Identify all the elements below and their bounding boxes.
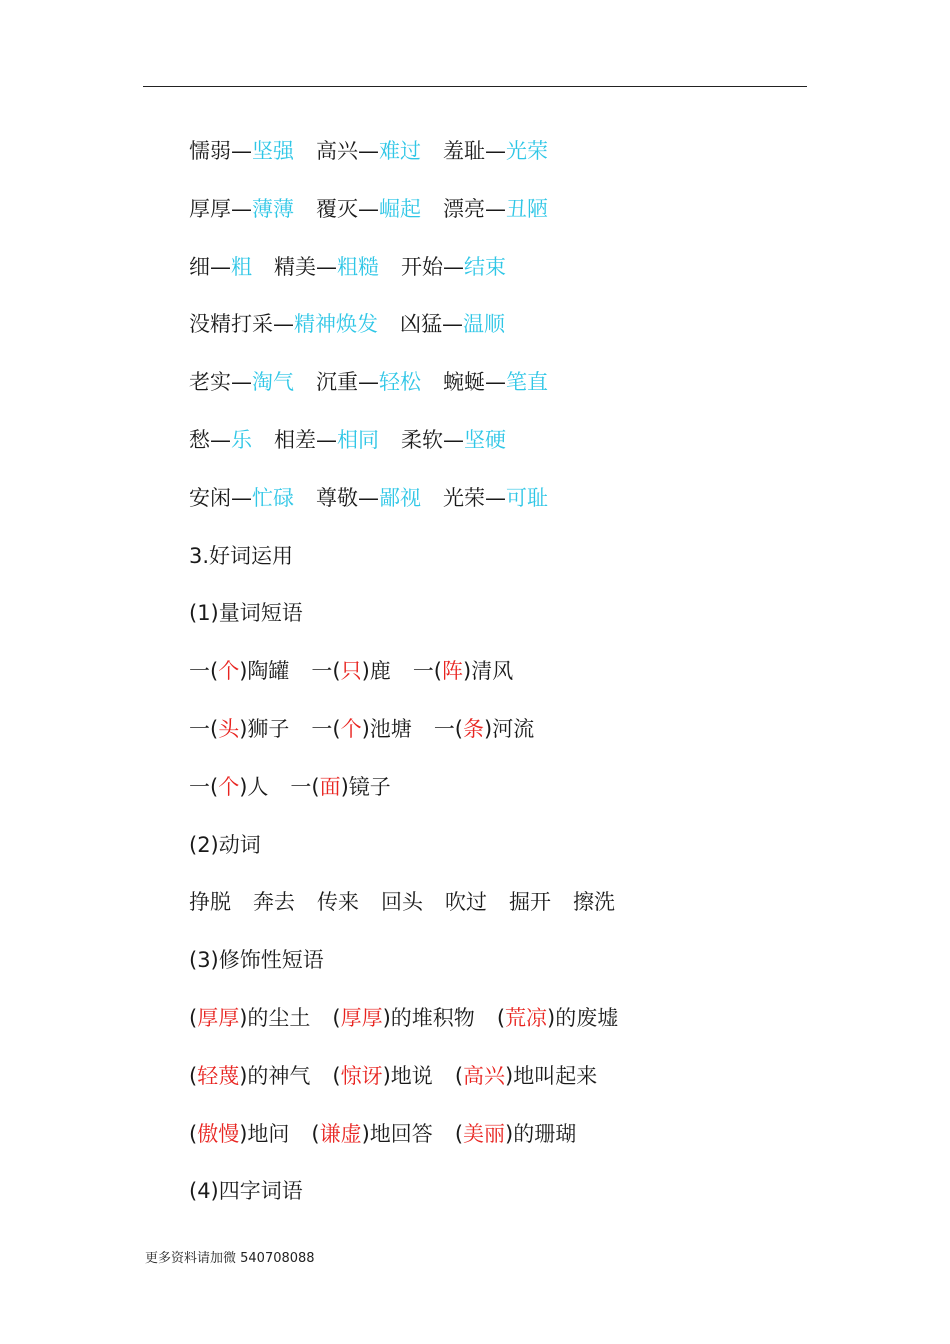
phrase-suffix: )地问 — [239, 1121, 290, 1146]
antonym-answer: 笔直 — [506, 370, 548, 395]
antonym-answer: 丑陋 — [506, 196, 548, 221]
verb-item: 吹过 — [445, 890, 487, 915]
antonym-word: 安闲 — [189, 485, 231, 510]
antonym-word: 羞耻 — [443, 139, 485, 163]
antonym-answer: 坚硬 — [464, 427, 506, 452]
antonym-dash: — — [358, 370, 379, 395]
antonym-word: 尊敬 — [316, 485, 358, 510]
modifier-row — [189, 1113, 829, 1171]
antonym-word: 柔软 — [401, 427, 443, 452]
antonym-answer: 崛起 — [379, 196, 421, 221]
antonym-word: 愁 — [189, 427, 210, 452]
antonym-dash: — — [273, 312, 294, 337]
antonym-word: 懦弱 — [189, 139, 231, 163]
antonym-word: 开始 — [401, 254, 443, 279]
antonym-word: 细 — [189, 254, 210, 279]
antonym-dash: — — [231, 485, 252, 510]
antonym-answer: 粗 — [231, 254, 252, 279]
phrase-prefix: 一( — [433, 716, 464, 741]
measure-word-row — [189, 650, 829, 708]
phrase-suffix: )的尘土 — [239, 1005, 311, 1030]
phrase-prefix: ( — [454, 1063, 464, 1088]
antonym-answer: 淘气 — [252, 370, 294, 395]
modifier-answer: 厚厚 — [340, 1005, 383, 1030]
antonym-word: 凶猛 — [400, 312, 442, 337]
footer-note: 更多资料请加微 540708088 — [145, 1251, 315, 1266]
antonym-word: 厚厚 — [189, 196, 231, 221]
antonym-answer: 温顺 — [463, 312, 505, 337]
phrase-suffix: )的堆积物 — [382, 1005, 475, 1030]
phrase-suffix: )地叫起来 — [505, 1063, 598, 1088]
antonym-row — [189, 419, 829, 477]
verb-item: 挣脱 — [189, 890, 231, 915]
idiom-title: (4)四字词语 — [189, 1179, 303, 1204]
phrase-suffix: )狮子 — [239, 716, 290, 741]
measure-word-answer: 个 — [340, 716, 362, 741]
modifier-answer: 荒凉 — [505, 1005, 548, 1030]
antonym-dash: — — [443, 254, 464, 279]
measure-word-answer: 只 — [340, 659, 362, 684]
antonym-word: 没精打采 — [189, 312, 273, 337]
modifier-row — [189, 997, 829, 1055]
antonym-word: 漂亮 — [443, 196, 485, 221]
antonym-dash: — — [231, 139, 252, 163]
antonym-answer: 薄薄 — [252, 196, 294, 221]
verb-item: 擦洗 — [573, 890, 615, 915]
section-title: 3.好词运用 — [189, 543, 294, 568]
modifier-list — [189, 997, 829, 1170]
antonym-word: 光荣 — [443, 485, 485, 510]
header-rule — [143, 86, 807, 87]
modifier-answer: 谦虚 — [319, 1121, 362, 1146]
verb-list — [189, 881, 829, 939]
phrase-suffix: )的废墟 — [547, 1005, 619, 1030]
antonym-row — [189, 477, 829, 535]
phrase-prefix: 一( — [311, 659, 341, 684]
modifier-answer: 惊讶 — [340, 1063, 383, 1088]
antonym-word: 蜿蜒 — [443, 370, 485, 395]
phrase-suffix: )地回答 — [361, 1121, 433, 1146]
antonym-word: 覆灭 — [316, 196, 358, 221]
phrase-suffix: )镜子 — [340, 774, 391, 799]
antonym-dash: — — [358, 139, 379, 163]
antonym-dash: — — [358, 485, 379, 510]
phrase-suffix: )人 — [239, 774, 269, 799]
phrase-suffix: )的神气 — [239, 1063, 311, 1088]
antonym-list — [189, 130, 829, 535]
antonym-dash: — — [358, 196, 379, 221]
antonym-answer: 坚强 — [252, 139, 294, 163]
phrase-prefix: 一( — [189, 774, 219, 799]
antonym-dash: — — [485, 196, 506, 221]
verb-item: 奔去 — [253, 890, 295, 915]
modifier-answer: 厚厚 — [197, 1005, 240, 1030]
antonym-word: 高兴 — [316, 139, 358, 163]
phrase-prefix: 一( — [290, 774, 320, 799]
phrase-suffix: )的珊瑚 — [505, 1121, 577, 1146]
verb-item: 回头 — [381, 890, 423, 915]
measure-word-title: (1)量词短语 — [189, 601, 303, 626]
antonym-answer: 光荣 — [506, 139, 548, 163]
antonym-dash: — — [316, 254, 337, 279]
modifier-answer: 美丽 — [463, 1121, 506, 1146]
antonym-dash: — — [485, 139, 506, 163]
modifier-answer: 傲慢 — [197, 1121, 240, 1146]
antonym-answer: 相同 — [337, 427, 379, 452]
antonym-row — [189, 246, 829, 304]
antonym-row — [189, 303, 829, 361]
modifier-answer: 轻蔑 — [197, 1063, 240, 1088]
measure-word-row — [189, 708, 829, 766]
antonym-word: 精美 — [274, 254, 316, 279]
phrase-prefix: 一( — [189, 659, 219, 684]
phrase-suffix: )河流 — [484, 716, 535, 741]
antonym-dash: — — [485, 485, 506, 510]
measure-word-answer: 面 — [319, 774, 341, 799]
phrase-prefix: 一( — [189, 716, 219, 741]
antonym-word: 沉重 — [316, 370, 358, 395]
phrase-prefix: ( — [496, 1005, 506, 1030]
phrase-prefix: ( — [332, 1063, 341, 1088]
antonym-answer: 忙碌 — [252, 485, 294, 510]
verb-item: 传来 — [317, 890, 359, 915]
phrase-prefix: ( — [311, 1121, 320, 1146]
measure-word-row — [189, 766, 829, 824]
antonym-dash: — — [485, 370, 506, 395]
measure-word-answer: 个 — [218, 774, 240, 799]
measure-word-answer: 头 — [218, 716, 240, 741]
phrase-prefix: 一( — [311, 716, 341, 741]
antonym-answer: 鄙视 — [379, 485, 421, 510]
phrase-suffix: )池塘 — [361, 716, 412, 741]
phrase-suffix: )清风 — [463, 659, 514, 684]
antonym-dash: — — [231, 370, 252, 395]
modifier-row — [189, 1055, 829, 1113]
phrase-prefix: 一( — [412, 659, 443, 684]
measure-word-list — [189, 650, 829, 823]
measure-word-answer: 条 — [463, 716, 485, 741]
phrase-suffix: )陶罐 — [239, 659, 290, 684]
phrase-prefix: ( — [189, 1005, 198, 1030]
antonym-answer: 轻松 — [379, 370, 421, 395]
antonym-row — [189, 130, 829, 188]
verb-title: (2)动词 — [189, 832, 261, 857]
modifier-title: (3)修饰性短语 — [189, 948, 324, 973]
phrase-suffix: )鹿 — [361, 659, 391, 684]
phrase-suffix: )地说 — [382, 1063, 433, 1088]
phrase-prefix: ( — [189, 1121, 198, 1146]
antonym-dash: — — [210, 427, 231, 452]
antonym-row — [189, 361, 829, 419]
antonym-answer: 粗糙 — [337, 254, 379, 279]
antonym-answer: 可耻 — [506, 485, 548, 510]
modifier-answer: 高兴 — [463, 1063, 506, 1088]
antonym-word: 相差 — [274, 427, 316, 452]
page-content — [189, 130, 829, 1228]
antonym-answer: 精神焕发 — [294, 312, 378, 337]
antonym-answer: 难过 — [379, 139, 421, 163]
antonym-dash: — — [316, 427, 337, 452]
antonym-row — [189, 188, 829, 246]
antonym-word: 老实 — [189, 370, 231, 395]
verb-item: 掘开 — [509, 890, 551, 915]
measure-word-answer: 个 — [218, 659, 240, 684]
antonym-answer: 结束 — [464, 254, 506, 279]
antonym-answer: 乐 — [231, 427, 252, 452]
antonym-dash: — — [210, 254, 231, 279]
measure-word-answer: 阵 — [442, 659, 464, 684]
phrase-prefix: ( — [454, 1121, 464, 1146]
antonym-dash: — — [231, 196, 252, 221]
antonym-dash: — — [442, 312, 463, 337]
antonym-dash: — — [443, 427, 464, 452]
phrase-prefix: ( — [189, 1063, 198, 1088]
phrase-prefix: ( — [332, 1005, 341, 1030]
